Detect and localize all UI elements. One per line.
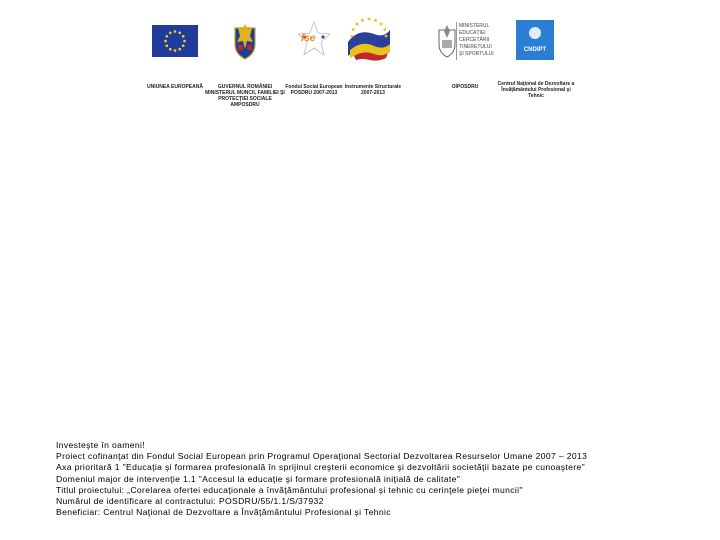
priority-axis-line: Axa prioritară 1 "Educaţia şi formarea profesională în sprijinul creşterii economice şi dezvoltării societăţii bazate pe cunoaştere" <box>56 462 586 473</box>
cndipt-logo-icon <box>516 20 554 60</box>
ministry-caption: OIPOSDRU <box>451 84 479 90</box>
structural-instruments-caption: Instrumente Structurale 2007-2013 <box>344 84 402 96</box>
intervention-domain-line: Domeniul major de intervenţie 1.1 "Accesul la educaţie şi formare profesională iniţială de calitate" <box>56 473 461 484</box>
romania-coat-of-arms-icon <box>231 22 259 60</box>
project-title-line: Titlul proiectului: „Corelarea ofertei educaţionale a învăţământului profesional şi tehnic cu cerinţele pieţei muncii" <box>56 484 523 495</box>
fse-logo-icon <box>297 21 331 57</box>
cndipt-logo-text: CNDIPT <box>523 47 547 53</box>
ministry-logo-text: MINISTERUL EDUCAŢIEI CERCETĂRII TINERETULUI ŞI SPORTULUI <box>459 23 494 57</box>
romania-caption: GUVERNUL ROMÂNIEI MINISTERUL MUNCII, FAMILIEI ŞI PROTECŢIEI SOCIALE AMPOSDRU <box>205 84 285 108</box>
eu-flag-icon <box>152 25 198 57</box>
cndipt-caption: Centrul Naţional de Dezvoltare a Învăţământului Profesional şi Tehnic <box>497 81 575 99</box>
slogan-line: Investeşte în oameni! <box>56 440 146 450</box>
cofinancing-line: Proiect cofinanţat din Fondul Social European prin Programul Operaţional Sectorial Dezvoltarea Resurselor Umane 2007 – 2013 <box>56 451 588 462</box>
structural-instruments-logo-icon <box>344 16 394 62</box>
beneficiary-line: Beneficiar: Centrul Naţional de Dezvoltare a Învăţământului Profesional şi Tehnic <box>56 507 391 518</box>
fse-logo-text: fse <box>301 33 316 44</box>
fse-caption: Fondul Social European POSDRU 2007-2013 <box>285 84 343 96</box>
ministry-education-logo-icon <box>436 22 496 60</box>
project-info <box>56 440 696 518</box>
eu-caption: UNIUNEA EUROPEANĂ <box>147 84 203 90</box>
contract-id-line: Numărul de identificare al contractului: POSDRU/55/1.1/S/37932 <box>56 496 324 507</box>
